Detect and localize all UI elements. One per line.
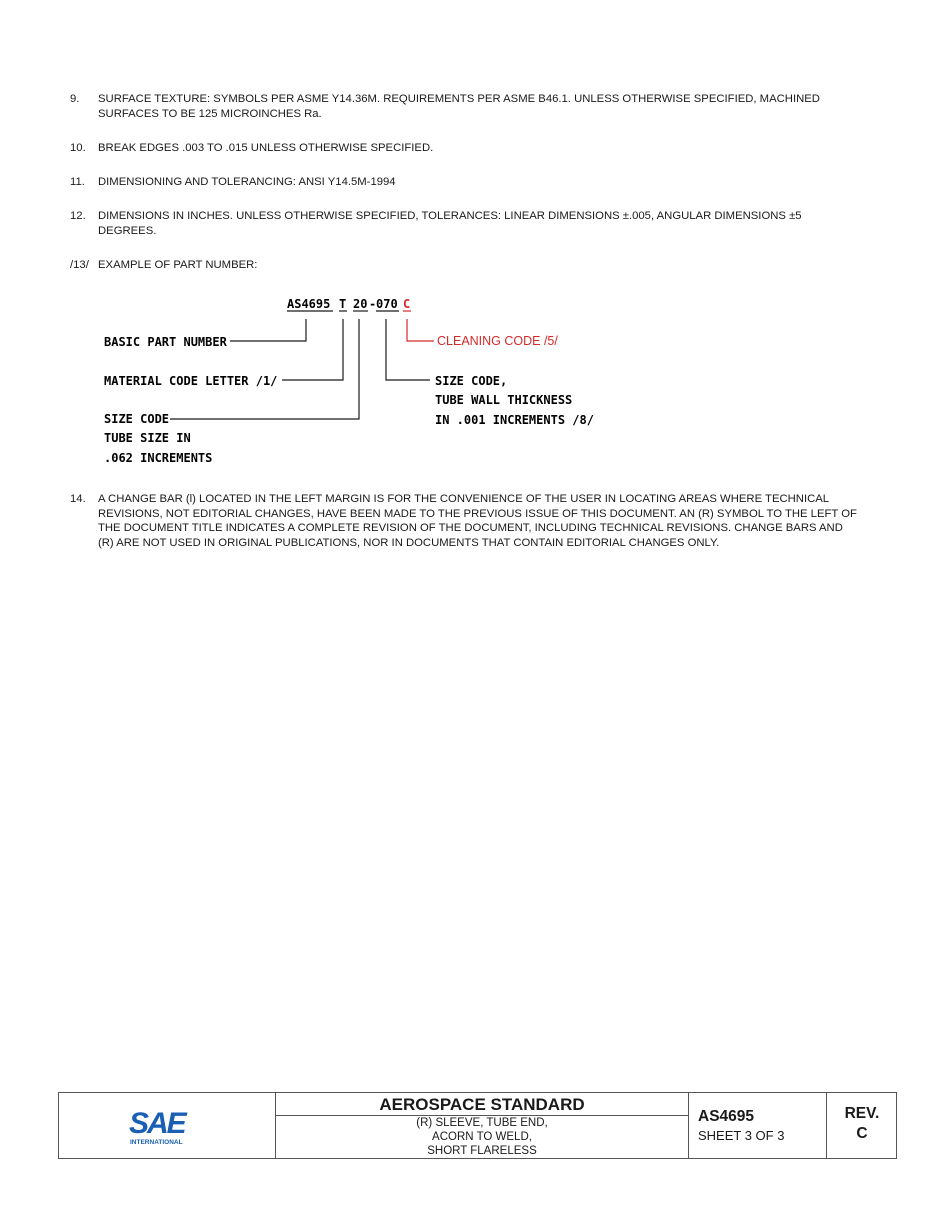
leader-lines	[170, 319, 430, 419]
document-number: AS4695	[698, 1108, 755, 1125]
label-basic: BASIC PART NUMBER	[104, 335, 227, 349]
document-description	[276, 1116, 688, 1158]
logo-cell	[59, 1093, 276, 1158]
part-number-diagram	[95, 290, 615, 470]
label-material: MATERIAL CODE LETTER /1/	[104, 374, 278, 388]
description-line: (R) SLEEVE, TUBE END,	[416, 1117, 548, 1129]
note-number: 12.	[70, 210, 86, 222]
note-number: 14.	[70, 493, 86, 505]
title-block	[58, 1092, 897, 1159]
label-size-3: .062 INCREMENTS	[104, 451, 213, 465]
standard-title: AEROSPACE STANDARD	[276, 1093, 688, 1116]
pn-size: 20	[353, 297, 368, 311]
logo-text: SAE	[129, 1107, 185, 1140]
pn-wall: 070	[376, 297, 398, 311]
doc-number-cell	[689, 1093, 827, 1158]
label-wall-3: IN .001 INCREMENTS /8/	[435, 413, 594, 427]
note-text: A CHANGE BAR (l) LOCATED IN THE LEFT MARGIN IS FOR THE CONVENIENCE OF THE USER IN LOCATING AREAS WHERE TECHNICAL REVISIONS, NOT EDITORIAL CHANGES, HAVE BEEN MADE TO THE PREVIOUS ISSUE OF THIS DOCUMENT. AN (R) SYMBOL TO THE LEFT OF THE DOCUMENT TITLE INDICATES A COMPLETE REVISION OF THE DOCUMENT, INCLUDING TECHNICAL REVISIONS. CHANGE BARS AND (R) ARE NOT USED IN ORIGINAL PUBLICATIONS, NOR IN DOCUMENTS THAT CONTAIN EDITORIAL CHANGES ONLY.	[98, 493, 857, 549]
pn-material: T	[339, 297, 347, 311]
revision-value: C	[856, 1125, 868, 1142]
description-line: ACORN TO WELD,	[432, 1131, 532, 1143]
pn-dash: -	[369, 297, 377, 311]
note-number: 10.	[70, 142, 86, 154]
note-text: BREAK EDGES .003 TO .015 UNLESS OTHERWISE SPECIFIED.	[98, 142, 434, 154]
revision-label: REV.	[844, 1105, 880, 1122]
note-text: EXAMPLE OF PART NUMBER:	[98, 259, 258, 271]
description-line: SHORT FLARELESS	[427, 1145, 537, 1157]
sae-logo	[129, 1105, 209, 1145]
note-text: DIMENSIONING AND TOLERANCING: ANSI Y14.5M-1994	[98, 176, 396, 188]
label-cleaning: CLEANING CODE /5/	[437, 334, 558, 348]
label-wall-2: TUBE WALL THICKNESS	[435, 393, 573, 407]
revision-cell	[827, 1093, 897, 1158]
pn-cleaning: C	[403, 297, 411, 311]
pn-basic: AS4695	[287, 297, 331, 311]
sheet-number: SHEET 3 OF 3	[698, 1128, 785, 1143]
logo-subtext: INTERNATIONAL	[130, 1139, 183, 1145]
label-size-2: TUBE SIZE IN	[104, 431, 191, 445]
title-cell	[276, 1093, 689, 1158]
label-size-1: SIZE CODE	[104, 412, 170, 426]
note-text: DIMENSIONS IN INCHES. UNLESS OTHERWISE SPECIFIED, TOLERANCES: LINEAR DIMENSIONS ±.005, ANGULAR DIMENSIONS ±5 DEGREES.	[98, 210, 802, 237]
note-number: /13/	[70, 259, 89, 271]
label-wall-1: SIZE CODE,	[435, 374, 508, 388]
note-text: SURFACE TEXTURE: SYMBOLS PER ASME Y14.36M. REQUIREMENTS PER ASME B46.1. UNLESS OTHERWISE SPECIFIED, MACHINED SURFACES TO BE 125 MICROINCHES Ra.	[98, 93, 820, 120]
note-number: 11.	[70, 176, 85, 188]
note-number: 9.	[70, 93, 80, 105]
